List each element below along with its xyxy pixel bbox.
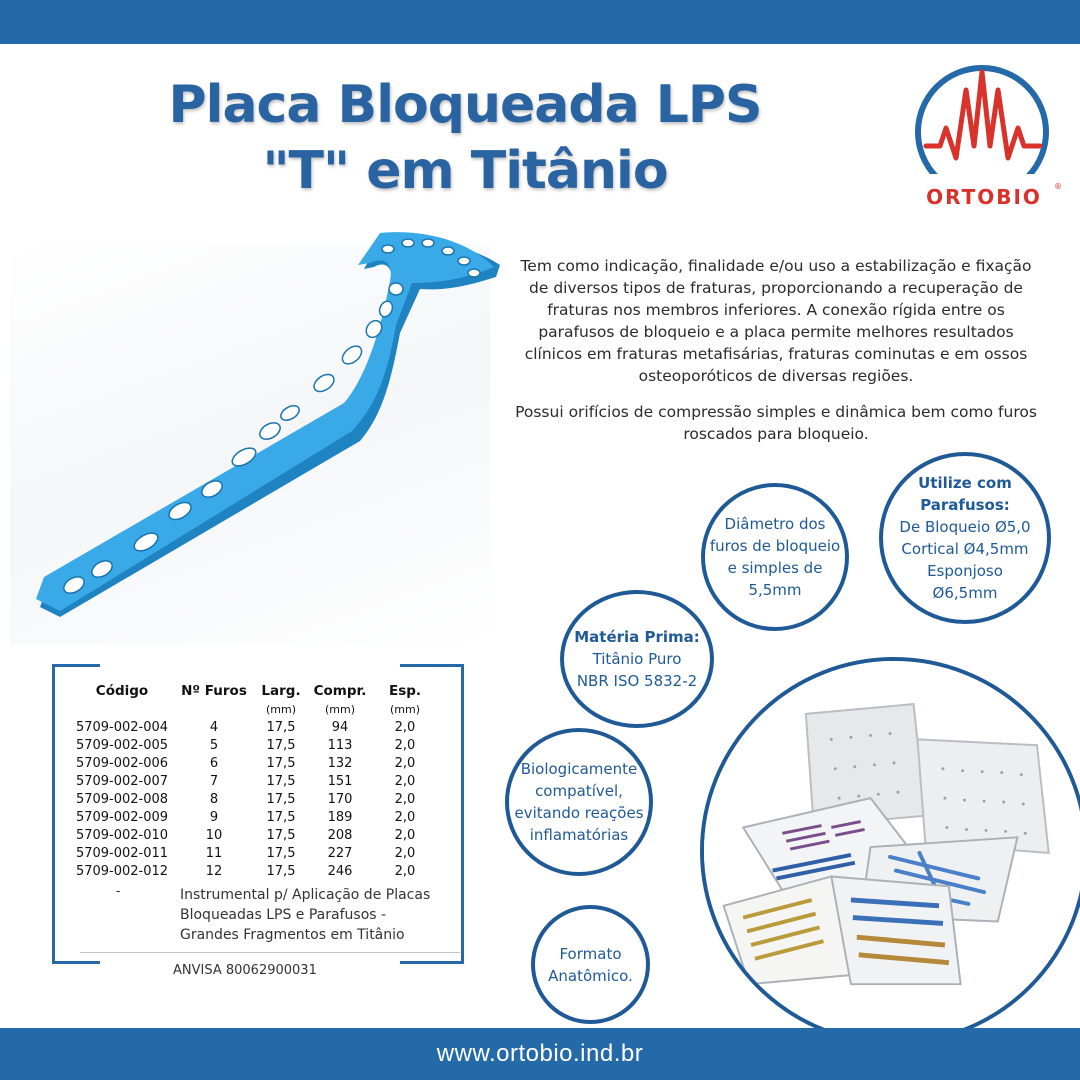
bubble-text: 5,5mm xyxy=(748,581,802,599)
table-cell: 17,5 xyxy=(266,809,296,825)
table-cell: 2,0 xyxy=(394,773,416,789)
anvisa-registration: ANVISA 80062900031 xyxy=(173,963,317,978)
instrumental-description xyxy=(180,885,440,945)
table-cell: 5709-002-006 xyxy=(75,755,169,771)
material-bubble xyxy=(560,590,714,728)
table-cell: 94 xyxy=(331,719,349,735)
table-cell: 5709-002-012 xyxy=(75,863,169,879)
biocompatible-bubble xyxy=(505,728,653,876)
bubble-text: Formato xyxy=(559,944,622,963)
table-cell: 5709-002-008 xyxy=(75,791,169,807)
table-cell: 9 xyxy=(209,809,219,825)
table-cell: 2,0 xyxy=(394,719,416,735)
logo-name: ORTOBIO xyxy=(926,185,1042,209)
format-bubble xyxy=(531,905,650,1024)
table-cell: 17,5 xyxy=(266,827,296,843)
bubble-text: Anatômico. xyxy=(548,966,633,985)
table-cell: 17,5 xyxy=(266,737,296,753)
bubble-text: furos de bloqueio xyxy=(709,537,841,555)
table-cell: 151 xyxy=(327,773,353,789)
top-banner xyxy=(0,0,1080,44)
table-row xyxy=(68,826,440,844)
instrument-kit-photo xyxy=(700,657,1080,1045)
bubble-text: Esponjoso xyxy=(927,562,1003,580)
table-cell: 17,5 xyxy=(266,719,296,735)
table-cell: (mm) xyxy=(324,702,355,716)
bubble-text: Titânio Puro xyxy=(592,650,682,668)
table-cell: 17,5 xyxy=(266,863,296,879)
table-cell: 17,5 xyxy=(266,773,296,789)
description-paragraph-2: Possui orifícios de compressão simples e dinâmica bem como furos roscados para bloqueio. xyxy=(515,403,1037,443)
table-cell xyxy=(68,700,176,718)
table-cell: 10 xyxy=(205,827,223,843)
table-cell: 2,0 xyxy=(394,791,416,807)
table-cell: 246 xyxy=(327,863,353,879)
table-row xyxy=(68,772,440,790)
page-title xyxy=(150,72,780,204)
table-cell: 5709-002-004 xyxy=(75,719,169,735)
table-header: Compr. xyxy=(313,683,367,699)
bubble-title: Parafusos: xyxy=(920,496,1010,514)
table-cell: 113 xyxy=(327,737,353,753)
table-cell: 4 xyxy=(209,719,219,735)
table-cell: 5709-002-005 xyxy=(75,737,169,753)
table-cell: 5 xyxy=(209,737,219,753)
table-cell: 2,0 xyxy=(394,809,416,825)
bubble-text: e simples de xyxy=(727,559,823,577)
website-link[interactable]: www.ortobio.ind.br xyxy=(436,1040,644,1067)
table-header: Larg. xyxy=(261,683,301,699)
table-cell: 208 xyxy=(327,827,353,843)
table-row xyxy=(68,736,440,754)
table-cell xyxy=(176,700,252,718)
title-line-1: Placa Bloqueada LPS xyxy=(168,75,762,135)
product-description xyxy=(512,255,1040,445)
table-cell: 227 xyxy=(327,845,353,861)
table-row xyxy=(68,808,440,826)
table-cell: 8 xyxy=(209,791,219,807)
table-cell: 5709-002-010 xyxy=(75,827,169,843)
table-cell: 17,5 xyxy=(266,845,296,861)
table-cell: 170 xyxy=(327,791,353,807)
plate-icon xyxy=(0,205,500,655)
bubble-text: evitando reações xyxy=(514,804,644,822)
table-cell: (mm) xyxy=(389,702,420,716)
table-header-row xyxy=(68,682,440,700)
table-cell: 2,0 xyxy=(394,755,416,771)
instrumental-code: - xyxy=(116,883,121,898)
instrumental-line: Bloqueadas LPS e Parafusos - xyxy=(180,907,387,923)
table-cell: 6 xyxy=(209,755,219,771)
instrument-kit-icon xyxy=(704,657,1080,1045)
description-paragraph-1: Tem como indicação, finalidade e/ou uso a estabilização e fixação de diversos tipos de fraturas, proporcionando a recuperação de fraturas nos membros inferiores. A conexão rígida entre os parafusos de bloqueio e a placa permite melhores resultados clínicos em fraturas metafisárias, fraturas cominutas e em ossos osteoporóticos de diversas regiões. xyxy=(520,257,1032,385)
bubble-text: inflamatórias xyxy=(529,826,629,844)
bubble-text: Ø6,5mm xyxy=(932,584,998,602)
title-line-2: "T" em Titânio xyxy=(262,141,668,201)
table-row xyxy=(68,862,440,880)
table-cell: 12 xyxy=(205,863,223,879)
bubble-title: Matéria Prima: xyxy=(574,628,700,646)
table-cell: 2,0 xyxy=(394,863,416,879)
bubble-text: NBR ISO 5832-2 xyxy=(576,672,698,690)
table-row xyxy=(68,718,440,736)
table-cell: 5709-002-007 xyxy=(75,773,169,789)
instrumental-line: Instrumental p/ Aplicação de Placas xyxy=(180,887,431,903)
screws-bubble xyxy=(879,452,1051,624)
table-cell: 2,0 xyxy=(394,827,416,843)
table-cell: 17,5 xyxy=(266,791,296,807)
table-cell: 7 xyxy=(209,773,219,789)
bubble-text: compatível, xyxy=(535,782,623,800)
table-cell: 132 xyxy=(327,755,353,771)
hole-diameter-bubble xyxy=(701,483,849,631)
table-cell: 11 xyxy=(205,845,223,861)
table-cell: 5709-002-009 xyxy=(75,809,169,825)
table-row xyxy=(68,790,440,808)
ortobio-logo-icon xyxy=(912,62,1062,212)
spec-table-frame xyxy=(52,664,464,966)
bubble-text: Cortical Ø4,5mm xyxy=(901,540,1029,558)
table-cell: 5709-002-011 xyxy=(75,845,169,861)
bubble-text: De Bloqueio Ø5,0 xyxy=(899,518,1031,536)
table-row xyxy=(68,754,440,772)
bubble-text: Diâmetro dos xyxy=(724,515,826,533)
bottom-banner xyxy=(0,1028,1080,1080)
table-cell: 17,5 xyxy=(266,755,296,771)
bubble-text: Biologicamente xyxy=(520,760,638,778)
table-units-row xyxy=(68,700,440,718)
instrumental-line: Grandes Fragmentos em Titânio xyxy=(180,927,405,943)
table-header: Código xyxy=(95,683,149,699)
table-row xyxy=(68,844,440,862)
plate-illustration xyxy=(0,205,500,655)
table-cell: (mm) xyxy=(265,702,296,716)
bubble-title: Utilize com xyxy=(918,474,1012,492)
table-cell: 2,0 xyxy=(394,737,416,753)
table-cell: 189 xyxy=(327,809,353,825)
table-cell: 2,0 xyxy=(394,845,416,861)
spec-table xyxy=(68,682,440,880)
logo-registered: ® xyxy=(1054,182,1062,191)
table-header: Esp. xyxy=(388,683,422,699)
table-header: Nº Furos xyxy=(181,683,247,699)
